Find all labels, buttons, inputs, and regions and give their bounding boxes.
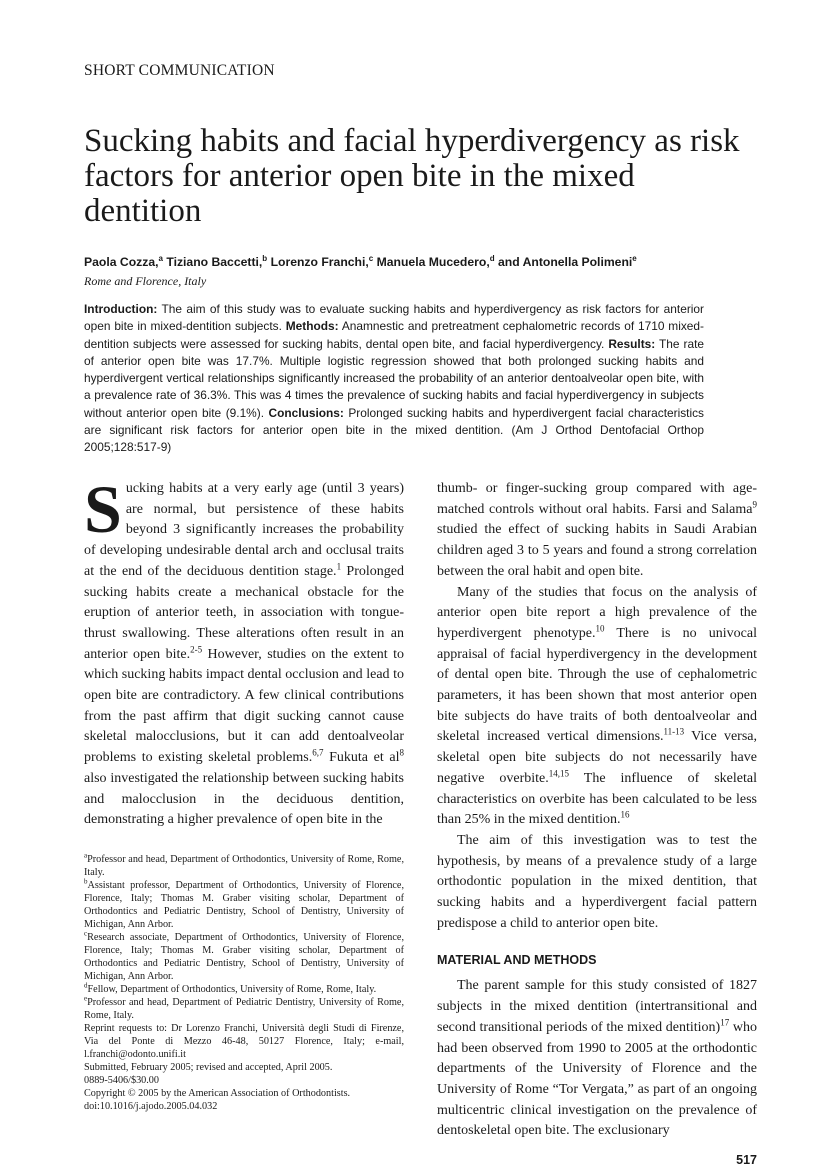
author-list (84, 255, 637, 270)
paragraph-text: There is no univocal appraisal of facial hyperdivergency in the development of dental open bite. Through the use of cephalometric parameters, it has been shown that most anterior open bite subjects do have traits of both dentoalveolar and skeletal increased vertical dimensions. (437, 625, 758, 745)
footnote-text: Fellow, Department of Orthodontics, University of Rome, Rome, Italy. (87, 983, 377, 995)
footnote-text: Research associate, Department of Orthodontics, University of Florence, Florence, Italy; Thomas M. Graber visiting scholar, Department of Orthodontics and Pediatric Dentistry, School of Dentistry, University of Michigan, Ann Arbor. (84, 931, 404, 982)
citation-ref: 10 (595, 623, 605, 634)
paragraph (437, 976, 757, 1142)
citation-ref: 6,7 (312, 747, 324, 758)
citation-ref: 8 (399, 747, 404, 758)
paragraph-text: Many of the studies that focus on the analysis of anterior open bite report a high prevalence of the hyperdivergent phenotype. (437, 584, 757, 641)
footnote-text: Professor and head, Department of Orthodontics, University of Rome, Rome, Italy. (84, 853, 404, 878)
author-name: and Antonella Polimeni (494, 255, 633, 269)
article-title: Sucking habits and facial hyperdivergency as risk factors for anterior open bite in the mixed dentition (84, 123, 740, 229)
footnote (84, 1061, 404, 1074)
body-column-left (84, 471, 404, 1113)
citation-ref: 1 (336, 561, 342, 572)
footnote (84, 1022, 404, 1061)
author-affiliation: Rome and Florence, Italy (84, 274, 207, 288)
page-number: 517 (736, 1153, 757, 1168)
abstract-text: Prolonged sucking habits and hyperdivergent facial characteristics are significant risk factors for anterior open bite in the mixed dentition. (Am J Orthod Dentofacial Orthop 2005;128:517-9) (84, 405, 704, 455)
author-superscript: a (158, 253, 163, 263)
abstract-text: The rate of anterior open bite was 17.7%. Multiple logistic regression showed that both prolonged sucking habits and hyperdivergent vertical relationships significantly increased the probability of an anterior dentoalveolar open bite, with a prevalence rate of 36.3%. This was 4 times the prevalence of sucking habits and facial hyperdivergency in subjects without anterior open bite (9.1%). (84, 336, 705, 420)
author-name: Lorenzo Franchi, (267, 255, 369, 269)
section-label: SHORT COMMUNICATION (84, 62, 275, 79)
paragraph (437, 479, 757, 583)
footnote-text: Reprint requests to: Dr Lorenzo Franchi, Università degli Studi di Firenze, Via del Ponte di Mezzo 46-48, 50127 Florence, Italy; e-mail, l.franchi@odonto.unifi.it (84, 1022, 404, 1060)
footnote-text: 0889-5406/$30.00 (84, 1074, 159, 1086)
paragraph (437, 831, 757, 935)
citation-ref: 2-5 (190, 643, 203, 654)
paragraph-text: Vice versa, skeletal open bite subjects do not necessarily have negative overbite. (437, 729, 757, 786)
paragraph-text: Fukuta et al (323, 750, 400, 766)
citation-ref: 17 (720, 1017, 730, 1028)
footnote-text: Professor and head, Department of Pediatric Dentistry, University of Rome, Rome, Italy. (84, 996, 404, 1021)
citation-ref: 11-13 (663, 726, 685, 737)
paragraph-text: thumb- or finger-sucking group compared with age-matched controls without oral habits. Farsi and Salama (437, 481, 757, 517)
citation-ref: 16 (620, 809, 630, 820)
paragraph-text: ucking habits at a very early age (until 3 years) are normal, but persistence of these habits beyond 3 significantly increases the probability of developing undesirable dental arch and occlusal traits at the end of the deciduous dentition stage. (84, 481, 404, 579)
paragraph-text: studied the effect of sucking habits in Saudi Arabian children aged 3 to 5 years and found a strong correlation between the oral habit and open bite. (437, 522, 757, 579)
paragraph (84, 471, 404, 831)
footnote (84, 1100, 404, 1113)
footnote-text: Submitted, February 2005; revised and accepted, April 2005. (84, 1061, 333, 1073)
abstract-text: The aim of this study was to evaluate sucking habits and hyperdivergency as risk factors for anterior open bite in mixed-dentition subjects. (84, 302, 704, 334)
footnote (84, 983, 404, 996)
paragraph-text: Prolonged sucking habits create a mechanical obstacle for the eruption of anterior teeth, in association with tongue-thrust swallowing. These alterations often result in an anterior open bite. (84, 563, 404, 662)
footnote-marker: a (84, 851, 88, 860)
footnote (84, 996, 404, 1022)
author-superscript: e (632, 253, 637, 263)
footnotes (84, 853, 404, 1113)
paragraph-text: The aim of this investigation was to test the hypothesis, by means of a prevalence study of a large orthodontic population in the mixed dentition, that sucking habits and a hyperdivergent facial pattern predispose a child to anterior open bite. (437, 832, 757, 931)
paragraph-text: who had been observed from 1990 to 2005 at the orthodontic departments of the University of Florence and the University of Rome “Tor Vergata,” as part of an ongoing multicentric clinical investigation on the prevalence of dentoskeletal open bite. The exclusionary (437, 1019, 757, 1139)
author-superscript: d (489, 253, 495, 263)
author-superscript: b (262, 253, 268, 263)
citation-ref: 14,15 (548, 768, 570, 779)
author-name: Paola Cozza, (84, 255, 159, 269)
paragraph (437, 583, 757, 831)
footnote (84, 1074, 404, 1087)
footnote-marker: d (84, 981, 88, 990)
paragraph-text: However, studies on the extent to which sucking habits impact dental occlusion and lead to open bite are contradictory. A few clinical contributions from the past affirm that digit sucking cannot cause skeletal malocclusions, but it can add dentoalveolar problems to existing skeletal problems. (84, 646, 404, 766)
citation-ref: 9 (752, 499, 757, 510)
footnote (84, 931, 404, 983)
body-column-right (437, 479, 757, 1168)
abstract-text: Anamnestic and pretreatment cephalometric records of 1710 mixed-dentition subjects were assessed for sucking habits, dental open bite, and facial hyperdivergency. (84, 319, 704, 351)
abstract-label: Results: (608, 336, 656, 351)
author-name: Manuela Mucedero, (373, 255, 490, 269)
footnote-marker: b (84, 877, 88, 886)
footnote-marker: e (84, 994, 88, 1003)
footnote (84, 853, 404, 879)
footnote (84, 879, 404, 931)
section-heading: MATERIAL AND METHODS (437, 953, 597, 968)
footnote-marker: c (84, 929, 88, 938)
drop-cap: S (84, 471, 122, 547)
author-superscript: c (368, 253, 374, 263)
footnote-text: Copyright © 2005 by the American Association of Orthodontists. (84, 1087, 351, 1099)
paragraph-text: also investigated the relationship between sucking habits and malocclusion in the deciduous dentition, demonstrating a higher prevalence of open bite in the (84, 770, 404, 828)
abstract-label: Conclusions: (268, 405, 344, 420)
author-name: Tiziano Baccetti, (162, 255, 263, 269)
footnote-text: Assistant professor, Department of Orthodontics, University of Florence, Florence, Italy; Thomas M. Graber visiting scholar, Department of Orthodontics and Pediatric Dentistry, School of Dentistry, University of Michigan, Ann Arbor. (84, 879, 404, 930)
footnote-text: doi:10.1016/j.ajodo.2005.04.032 (84, 1100, 218, 1112)
paragraph-text: The influence of skeletal characteristics on overbite has been calculated to be less than 25% in the mixed dentition. (437, 770, 757, 828)
abstract-label: Methods: (285, 319, 339, 334)
footnote (84, 1087, 404, 1100)
abstract (84, 301, 704, 457)
abstract-label: Introduction: (84, 302, 158, 316)
paragraph-text: The parent sample for this study consisted of 1827 subjects in the mixed dentition (intertransitional and second transitional periods of the mixed dentition) (437, 978, 757, 1035)
